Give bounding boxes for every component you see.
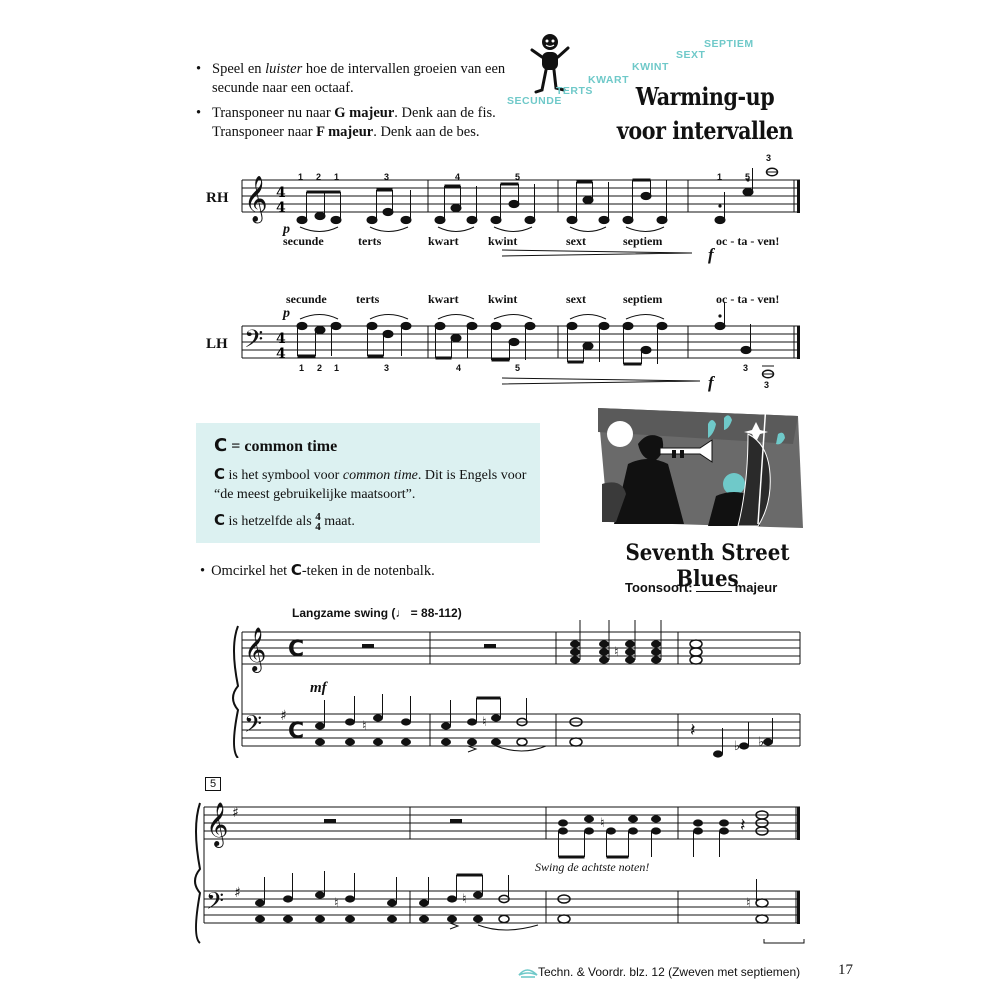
tempo-marking: Langzame swing (♩ = 88-112) — [292, 606, 462, 620]
page-number: 17 — [838, 962, 853, 978]
lh-finger-1: 1 — [299, 363, 305, 373]
rh-time-top: 4 — [276, 185, 286, 201]
svg-text:♮: ♮ — [482, 715, 487, 730]
common-time-icon: C — [290, 561, 302, 579]
rh-finger-3: 1 — [334, 172, 340, 182]
lh-finger-5: 4 — [456, 363, 462, 373]
rh-dynamic-f: f — [708, 245, 714, 264]
rh-word-septiem: septiem — [623, 234, 663, 248]
rh-word-secunde: secunde — [283, 234, 324, 248]
svg-text:𝄢: 𝄢 — [244, 710, 263, 743]
technique-book-icon — [518, 965, 538, 979]
rh-word-kwint: kwint — [488, 234, 518, 248]
lh-dynamic-p: p — [283, 306, 290, 321]
ladder-kwart: KWART — [588, 74, 629, 86]
rh-finger-8: 5 — [745, 172, 751, 182]
common-time-icon: C — [214, 511, 226, 529]
rh-label: RH — [206, 190, 229, 206]
ladder-sext: SEXT — [676, 49, 706, 61]
lh-finger-4: 3 — [384, 363, 390, 373]
lh-staff — [232, 300, 812, 400]
svg-text:𝄽: 𝄽 — [690, 720, 696, 741]
instruction-2: • Transponeer nu naar G majeur. Denk aan de fis. Transponeer naar F majeur. Denk aan de bes. — [196, 104, 526, 142]
svg-text:𝄢: 𝄢 — [206, 887, 225, 920]
lh-finger-7: 3 — [743, 363, 749, 373]
common-time-text: C is het symbool voor common time. Dit is Engels voor “de meest gebruikelijke maatsoort”. — [214, 465, 527, 502]
svg-text:♭: ♭ — [758, 735, 765, 750]
omcirkel-instruction: • Omcirkel het C-teken in de notenbalk. — [200, 561, 435, 579]
rh-finger-5: 4 — [455, 172, 461, 182]
ladder-terts: TERTS — [556, 85, 593, 97]
rh-word-sext: sext — [566, 234, 586, 248]
time-signature-four-four: 4 4 — [315, 510, 321, 533]
lh-word-septiem: septiem — [623, 292, 663, 306]
instruction-1: • Speel en luister hoe de intervallen groeien van een secunde naar een octaaf. — [196, 60, 526, 98]
footer-reference: Techn. & Voordr. blz. 12 (Zweven met septiemen) — [538, 965, 801, 979]
title-warming-up: Warming-up voor intervallen — [616, 82, 794, 145]
ladder-secunde: SECUNDE — [507, 95, 562, 107]
lh-label: LH — [206, 336, 228, 352]
common-time-equal: C is hetzelfde als 4 4 maat. — [214, 510, 355, 533]
common-time-box — [196, 423, 540, 543]
key-answer-blank[interactable] — [696, 591, 732, 592]
rh-finger-1: 1 — [298, 172, 304, 182]
lh-word-secunde: secunde — [286, 292, 327, 306]
svg-text:♯: ♯ — [232, 805, 239, 821]
svg-text:♮: ♮ — [600, 816, 605, 831]
lh-word-terts: terts — [356, 292, 380, 306]
lh-word-kwint: kwint — [488, 292, 518, 306]
swing-instruction: Swing de achtste noten! — [535, 860, 650, 874]
rh-finger-2: 2 — [316, 172, 322, 182]
lh-time-bottom: 4 — [276, 346, 286, 362]
lh-finger-6: 5 — [515, 363, 521, 373]
svg-text:♮: ♮ — [462, 892, 467, 907]
svg-text:♮: ♮ — [746, 896, 751, 911]
lh-dynamic-f: f — [708, 373, 714, 392]
rh-finger-9: 3 — [766, 153, 772, 163]
svg-text:♮: ♮ — [614, 645, 619, 660]
rh-word-kwart: kwart — [428, 234, 459, 248]
svg-text:♮: ♮ — [334, 896, 339, 911]
jazz-band-illustration — [598, 404, 803, 528]
svg-text:♯: ♯ — [234, 885, 241, 901]
lh-time-top: 4 — [276, 331, 286, 347]
measure-number: 5 — [205, 777, 221, 791]
common-time-icon: C — [214, 435, 228, 456]
svg-text:𝄽: 𝄽 — [740, 815, 746, 836]
rh-word-terts: terts — [358, 234, 382, 248]
svg-text:♮: ♮ — [362, 719, 367, 734]
rh-finger-6: 5 — [515, 172, 521, 182]
lh-word-kwart: kwart — [428, 292, 459, 306]
ladder-kwint: KWINT — [632, 61, 669, 73]
key-signature-question: Toonsoort: majeur — [625, 580, 778, 595]
lh-finger-2: 2 — [317, 363, 323, 373]
common-time-icon: C — [214, 465, 226, 483]
svg-text:𝄞: 𝄞 — [206, 802, 229, 846]
rh-finger-7: 1 — [717, 172, 723, 182]
rh-dynamic-p: p — [283, 222, 290, 237]
instructions — [196, 60, 526, 148]
lh-finger-8: 3 — [764, 380, 770, 390]
svg-text:𝄞: 𝄞 — [244, 176, 268, 222]
common-time-icon: C — [288, 637, 305, 662]
title-seventh-street-blues: Seventh Street Blues — [625, 540, 790, 592]
svg-text:♭: ♭ — [734, 739, 741, 754]
common-time-icon: C — [288, 719, 305, 744]
svg-text:𝄞: 𝄞 — [244, 627, 267, 671]
ladder-septiem: SEPTIEM — [704, 38, 754, 50]
lh-word-sext: sext — [566, 292, 586, 306]
lh-finger-3: 1 — [334, 363, 340, 373]
rh-time-bottom: 4 — [276, 200, 286, 216]
svg-text:𝄢: 𝄢 — [244, 325, 264, 360]
rh-finger-4: 3 — [384, 172, 390, 182]
dynamic-mf: mf — [310, 680, 327, 696]
lh-word-octaven: oc - ta - ven! — [716, 292, 780, 306]
rh-word-octaven: oc - ta - ven! — [716, 234, 780, 248]
common-time-heading: C = common time — [214, 435, 338, 456]
svg-text:♯: ♯ — [280, 708, 287, 724]
system-2 — [188, 795, 808, 945]
